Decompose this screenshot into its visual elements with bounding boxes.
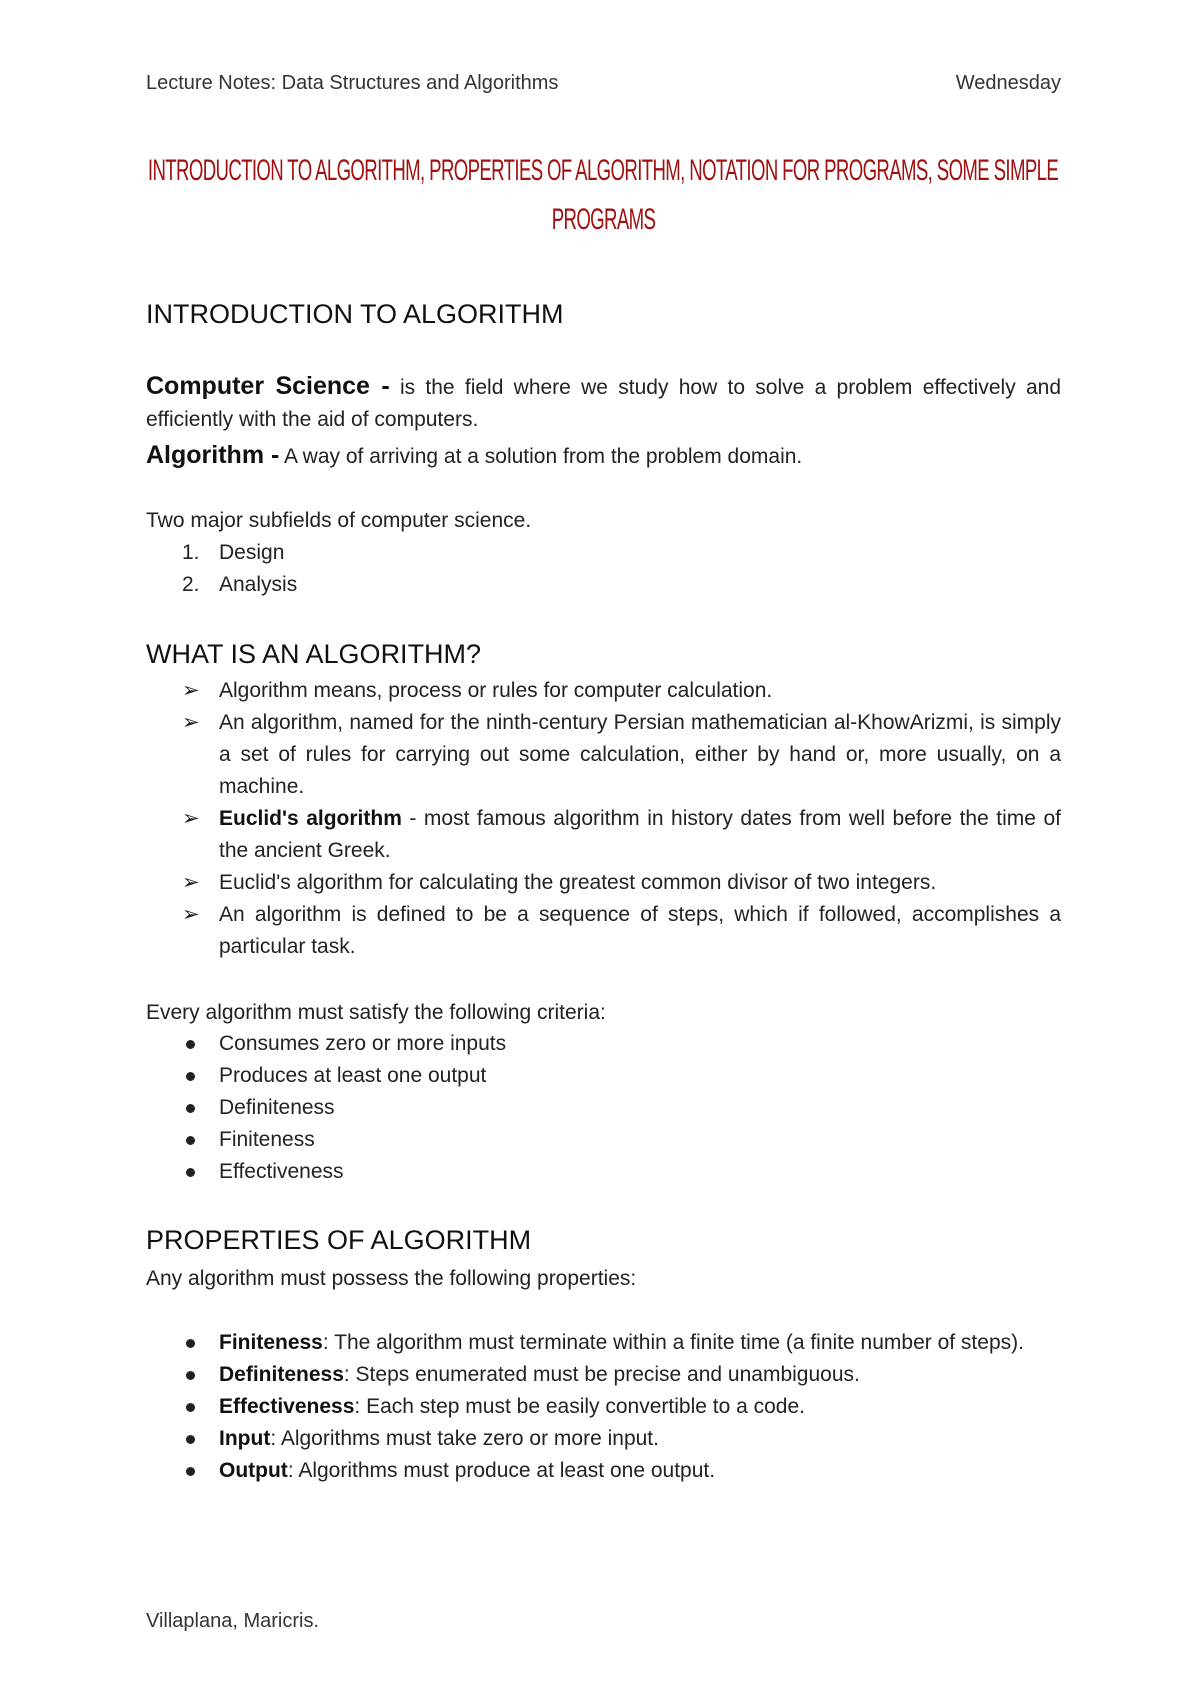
heading-introduction: INTRODUCTION TO ALGORITHM [146, 299, 564, 329]
list-item [146, 1327, 1061, 1359]
heading-what-is-algorithm: WHAT IS AN ALGORITHM? [146, 639, 482, 669]
list-number: 1. [182, 541, 200, 564]
list-item [146, 1391, 1061, 1423]
list-item-text: Design [219, 541, 285, 564]
list-item [146, 867, 1061, 899]
list-item-text: - most famous algorithm in history dates from well before the time of the ancient Greek. [219, 807, 1062, 862]
definition-computer-science [146, 370, 1061, 436]
properties-intro: Any algorithm must possess the following properties: [146, 1267, 637, 1290]
list-item-text: Euclid's algorithm for calculating the greatest common divisor of two integers. [219, 871, 937, 894]
algorithm-facts-list [146, 675, 1061, 963]
list-item [146, 569, 1061, 601]
title-line-1: INTRODUCTION TO ALGORITHM, PROPERTIES OF ALGORITHM, NOTATION FOR PROGRAMS, SOME SIMPLE [148, 154, 1059, 187]
term-algorithm: Algorithm - [146, 441, 280, 469]
list-item-text: : The algorithm must terminate within a finite time (a finite number of steps). [322, 1331, 1024, 1354]
list-item [146, 803, 1061, 867]
bullet-dot-icon [186, 1435, 195, 1444]
definition-text: is the field where we study how to solve a problem effectively and efficiently with the aid of computers. [146, 376, 1062, 431]
arrow-bullet-icon: ➢ [182, 807, 200, 830]
list-item-text: Algorithm means, process or rules for computer calculation. [219, 679, 773, 702]
list-item-text: Produces at least one output [219, 1064, 487, 1087]
list-item-text: Effectiveness [219, 1160, 344, 1183]
definition-algorithm [146, 439, 1061, 473]
list-item [146, 537, 1061, 569]
subfields-intro: Two major subfields of computer science. [146, 509, 532, 532]
list-item [146, 1092, 1061, 1124]
list-item-text: An algorithm, named for the ninth-century Persian mathematician al-KhowArizmi, is simply a set of rules for carrying out some calculation, either by hand or, more usually, on a machine. [219, 711, 1061, 798]
definition-text: A way of arriving at a solution from the problem domain. [279, 445, 803, 468]
list-item-text: : Algorithms must produce at least one output. [287, 1459, 716, 1482]
bold-term: Input [219, 1427, 271, 1450]
bullet-dot-icon [186, 1136, 195, 1145]
arrow-bullet-icon: ➢ [182, 679, 200, 702]
footer-author: Villaplana, Maricris. [146, 1610, 320, 1632]
arrow-bullet-icon: ➢ [182, 871, 200, 894]
list-item [146, 1455, 1061, 1487]
list-item-text: : Steps enumerated must be precise and unambiguous. [343, 1363, 860, 1386]
header-course: Lecture Notes: Data Structures and Algorithms [146, 72, 559, 94]
list-number: 2. [182, 573, 200, 596]
bold-term: Euclid's algorithm [219, 807, 402, 830]
bold-term: Effectiveness [219, 1395, 355, 1418]
list-item-text: An algorithm is defined to be a sequence of steps, which if followed, accomplishes a particular task. [219, 903, 1061, 958]
subfields-list [146, 537, 1061, 601]
header-day: Wednesday [955, 72, 1061, 94]
list-item-text: : Each step must be easily convertible to a code. [354, 1395, 805, 1418]
term-computer-science: Computer Science - [146, 372, 390, 400]
list-item [146, 1028, 1061, 1060]
list-item [146, 707, 1061, 803]
list-item-text: Definiteness [219, 1096, 335, 1119]
list-item [146, 675, 1061, 707]
arrow-bullet-icon: ➢ [182, 711, 200, 734]
list-item [146, 1359, 1061, 1391]
bold-term: Output [219, 1459, 288, 1482]
criteria-list [146, 1028, 1061, 1188]
bullet-dot-icon [186, 1072, 195, 1081]
title-line-2: PROGRAMS [551, 203, 656, 236]
arrow-bullet-icon: ➢ [182, 903, 200, 926]
bullet-dot-icon [186, 1371, 195, 1380]
list-item-text: Analysis [219, 573, 298, 596]
list-item [146, 899, 1061, 963]
bullet-dot-icon [186, 1104, 195, 1113]
bullet-dot-icon [186, 1403, 195, 1412]
list-item [146, 1156, 1061, 1188]
list-item [146, 1060, 1061, 1092]
bullet-dot-icon [186, 1467, 195, 1476]
page-header [146, 72, 1061, 95]
bold-term: Finiteness [219, 1331, 323, 1354]
list-item-text: Finiteness [219, 1128, 315, 1151]
bullet-dot-icon [186, 1339, 195, 1348]
list-item-text: Consumes zero or more inputs [219, 1032, 507, 1055]
heading-properties: PROPERTIES OF ALGORITHM [146, 1225, 532, 1255]
list-item-text: : Algorithms must take zero or more input. [270, 1427, 659, 1450]
criteria-intro: Every algorithm must satisfy the following criteria: [146, 1001, 606, 1024]
bullet-dot-icon [186, 1040, 195, 1049]
bullet-dot-icon [186, 1168, 195, 1177]
list-item [146, 1423, 1061, 1455]
document-title [146, 146, 1061, 244]
properties-list [146, 1327, 1061, 1487]
list-item [146, 1124, 1061, 1156]
bold-term: Definiteness [219, 1363, 344, 1386]
